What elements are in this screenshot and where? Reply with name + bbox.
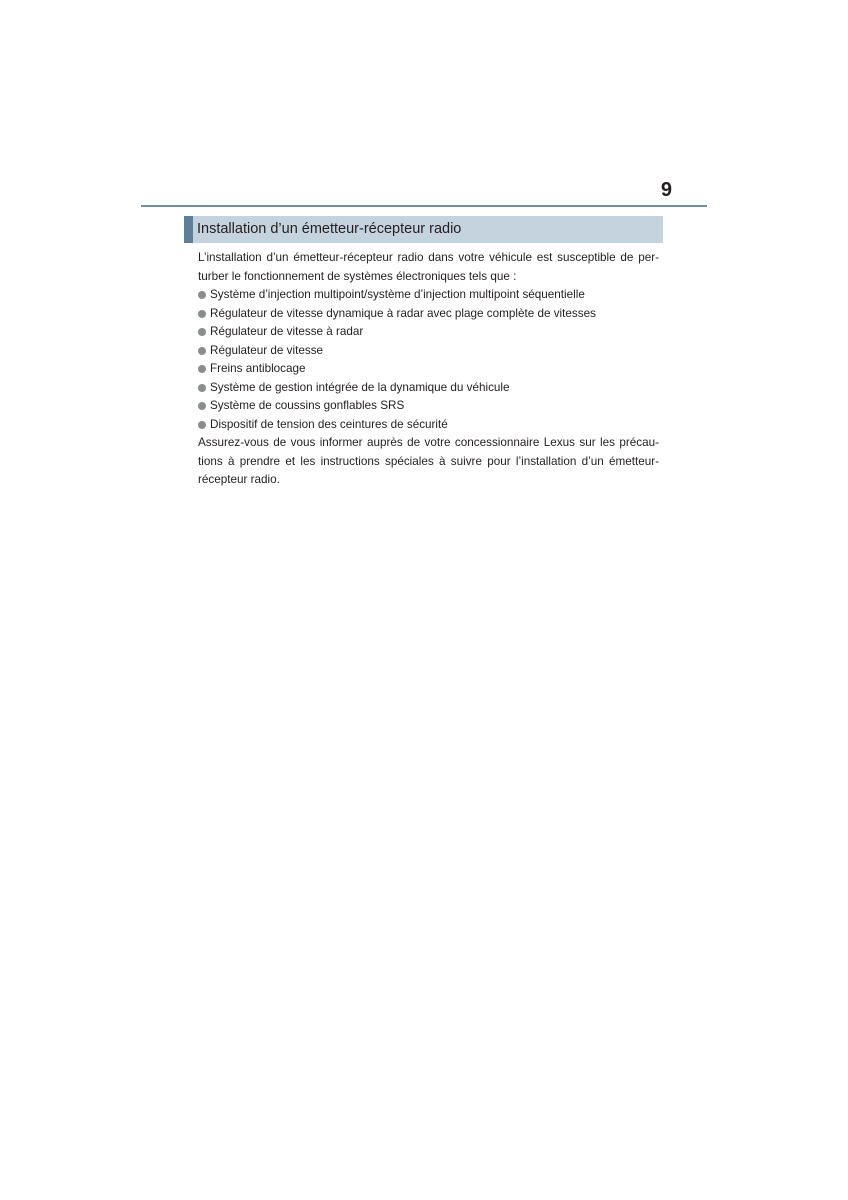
list-item	[198, 286, 659, 305]
closing-paragraph	[198, 434, 659, 490]
header-rule	[141, 205, 707, 207]
list-item-label: Système de coussins gonflables SRS	[210, 399, 405, 412]
list-item-label: Freins antiblocage	[210, 362, 306, 375]
section-title: Installation d’un émetteur-récepteur radio	[197, 221, 462, 237]
list-item-label: Régulateur de vitesse à radar	[210, 325, 364, 338]
intro-line: L’installation d’un émetteur-récepteur radio dans votre véhicule est susceptible de per-	[198, 251, 659, 264]
list-item-label: Système d’injection multipoint/système d’injection multipoint séquentielle	[210, 288, 585, 301]
list-item	[198, 379, 659, 398]
intro-paragraph	[198, 249, 659, 286]
bullet-icon	[198, 402, 206, 410]
list-item	[198, 416, 659, 435]
list-item	[198, 397, 659, 416]
bullet-icon	[198, 291, 206, 299]
list-item	[198, 360, 659, 379]
list-item-label: Régulateur de vitesse dynamique à radar avec plage complète de vitesses	[210, 306, 596, 320]
closing-line: récepteur radio.	[198, 473, 280, 486]
bullet-icon	[198, 365, 206, 373]
list-item	[198, 342, 659, 361]
list-item-label: Dispositif de tension des ceintures de sécurité	[210, 417, 448, 431]
bullet-icon	[198, 384, 206, 392]
bullet-icon	[198, 421, 206, 429]
intro-line: turber le fonctionnement de systèmes électroniques tels que :	[198, 269, 517, 283]
section-body	[198, 249, 659, 490]
closing-line: Assurez-vous de vous informer auprès de votre concessionnaire Lexus sur les précau-	[198, 436, 659, 449]
page-number: 9	[660, 179, 672, 201]
list-item	[198, 323, 659, 342]
closing-line: tions à prendre et les instructions spéciales à suivre pour l’installation d’un émetteur-	[198, 454, 659, 468]
bullet-icon	[198, 310, 206, 318]
list-item-label: Système de gestion intégrée de la dynamique du véhicule	[210, 380, 510, 394]
bullet-icon	[198, 328, 206, 336]
bullet-icon	[198, 347, 206, 355]
list-item-label: Régulateur de vitesse	[210, 343, 324, 357]
system-list	[198, 286, 659, 434]
list-item	[198, 305, 659, 324]
section-header	[184, 216, 663, 243]
